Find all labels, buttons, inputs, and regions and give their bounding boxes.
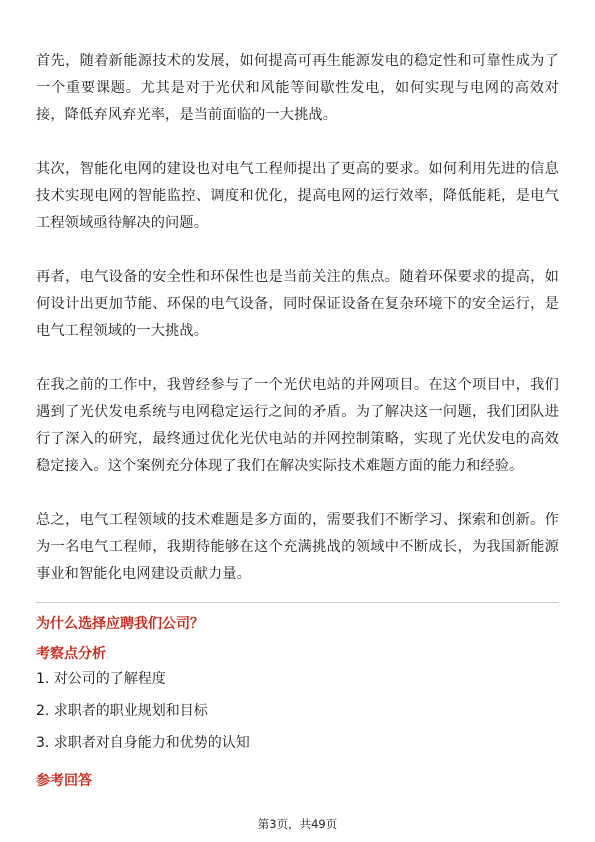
paragraph: 总之，电气工程领域的技术难题是多方面的，需要我们不断学习、探索和创新。作为一名电气工程师，我期待能够在这个充满挑战的领域中不断成长，为我国新能源事业和智能化电网建设贡献力量。 — [36, 512, 559, 582]
interview-question: 为什么选择应聘我们公司？ — [36, 616, 204, 632]
analysis-heading: 考察点分析 — [36, 646, 106, 662]
paragraph: 首先，随着新能源技术的发展，如何提高可再生能源发电的稳定性和可靠性成为了一个重要课题。尤其是对于光伏和风能等间歇性发电，如何实现与电网的高效对接，降低弃风弃光率，是当前面临的一大挑战。 — [36, 53, 559, 123]
page-content — [36, 48, 559, 796]
analysis-item: 1. 对公司的了解程度 — [36, 671, 166, 687]
paragraph: 再者，电气设备的安全性和环保性也是当前关注的焦点。随着环保要求的提高，如何设计出更加节能、环保的电气设备，同时保证设备在复杂环境下的安全运行，是电气工程领域的一大挑战。 — [36, 269, 559, 339]
section-divider — [36, 602, 559, 603]
page-number-footer: 第3页，共49页 — [257, 817, 338, 831]
paragraph: 其次，智能化电网的建设也对电气工程师提出了更高的要求。如何利用先进的信息技术实现电网的智能监控、调度和优化，提高电网的运行效率，降低能耗，是电气工程领域亟待解决的问题。 — [36, 161, 559, 231]
paragraph: 在我之前的工作中，我曾经参与了一个光伏电站的并网项目。在这个项目中，我们遇到了光伏发电系统与电网稳定运行之间的矛盾。为了解决这一问题，我们团队进行了深入的研究，最终通过优化光伏电站的并网控制策略，实现了光伏发电的高效稳定接入。这个案例充分体现了我们在解决实际技术难题方面的能力和经验。 — [36, 377, 559, 474]
analysis-item: 3. 求职者对自身能力和优势的认知 — [36, 735, 250, 751]
analysis-item: 2. 求职者的职业规划和目标 — [36, 703, 208, 719]
answer-heading: 参考回答 — [36, 773, 92, 789]
